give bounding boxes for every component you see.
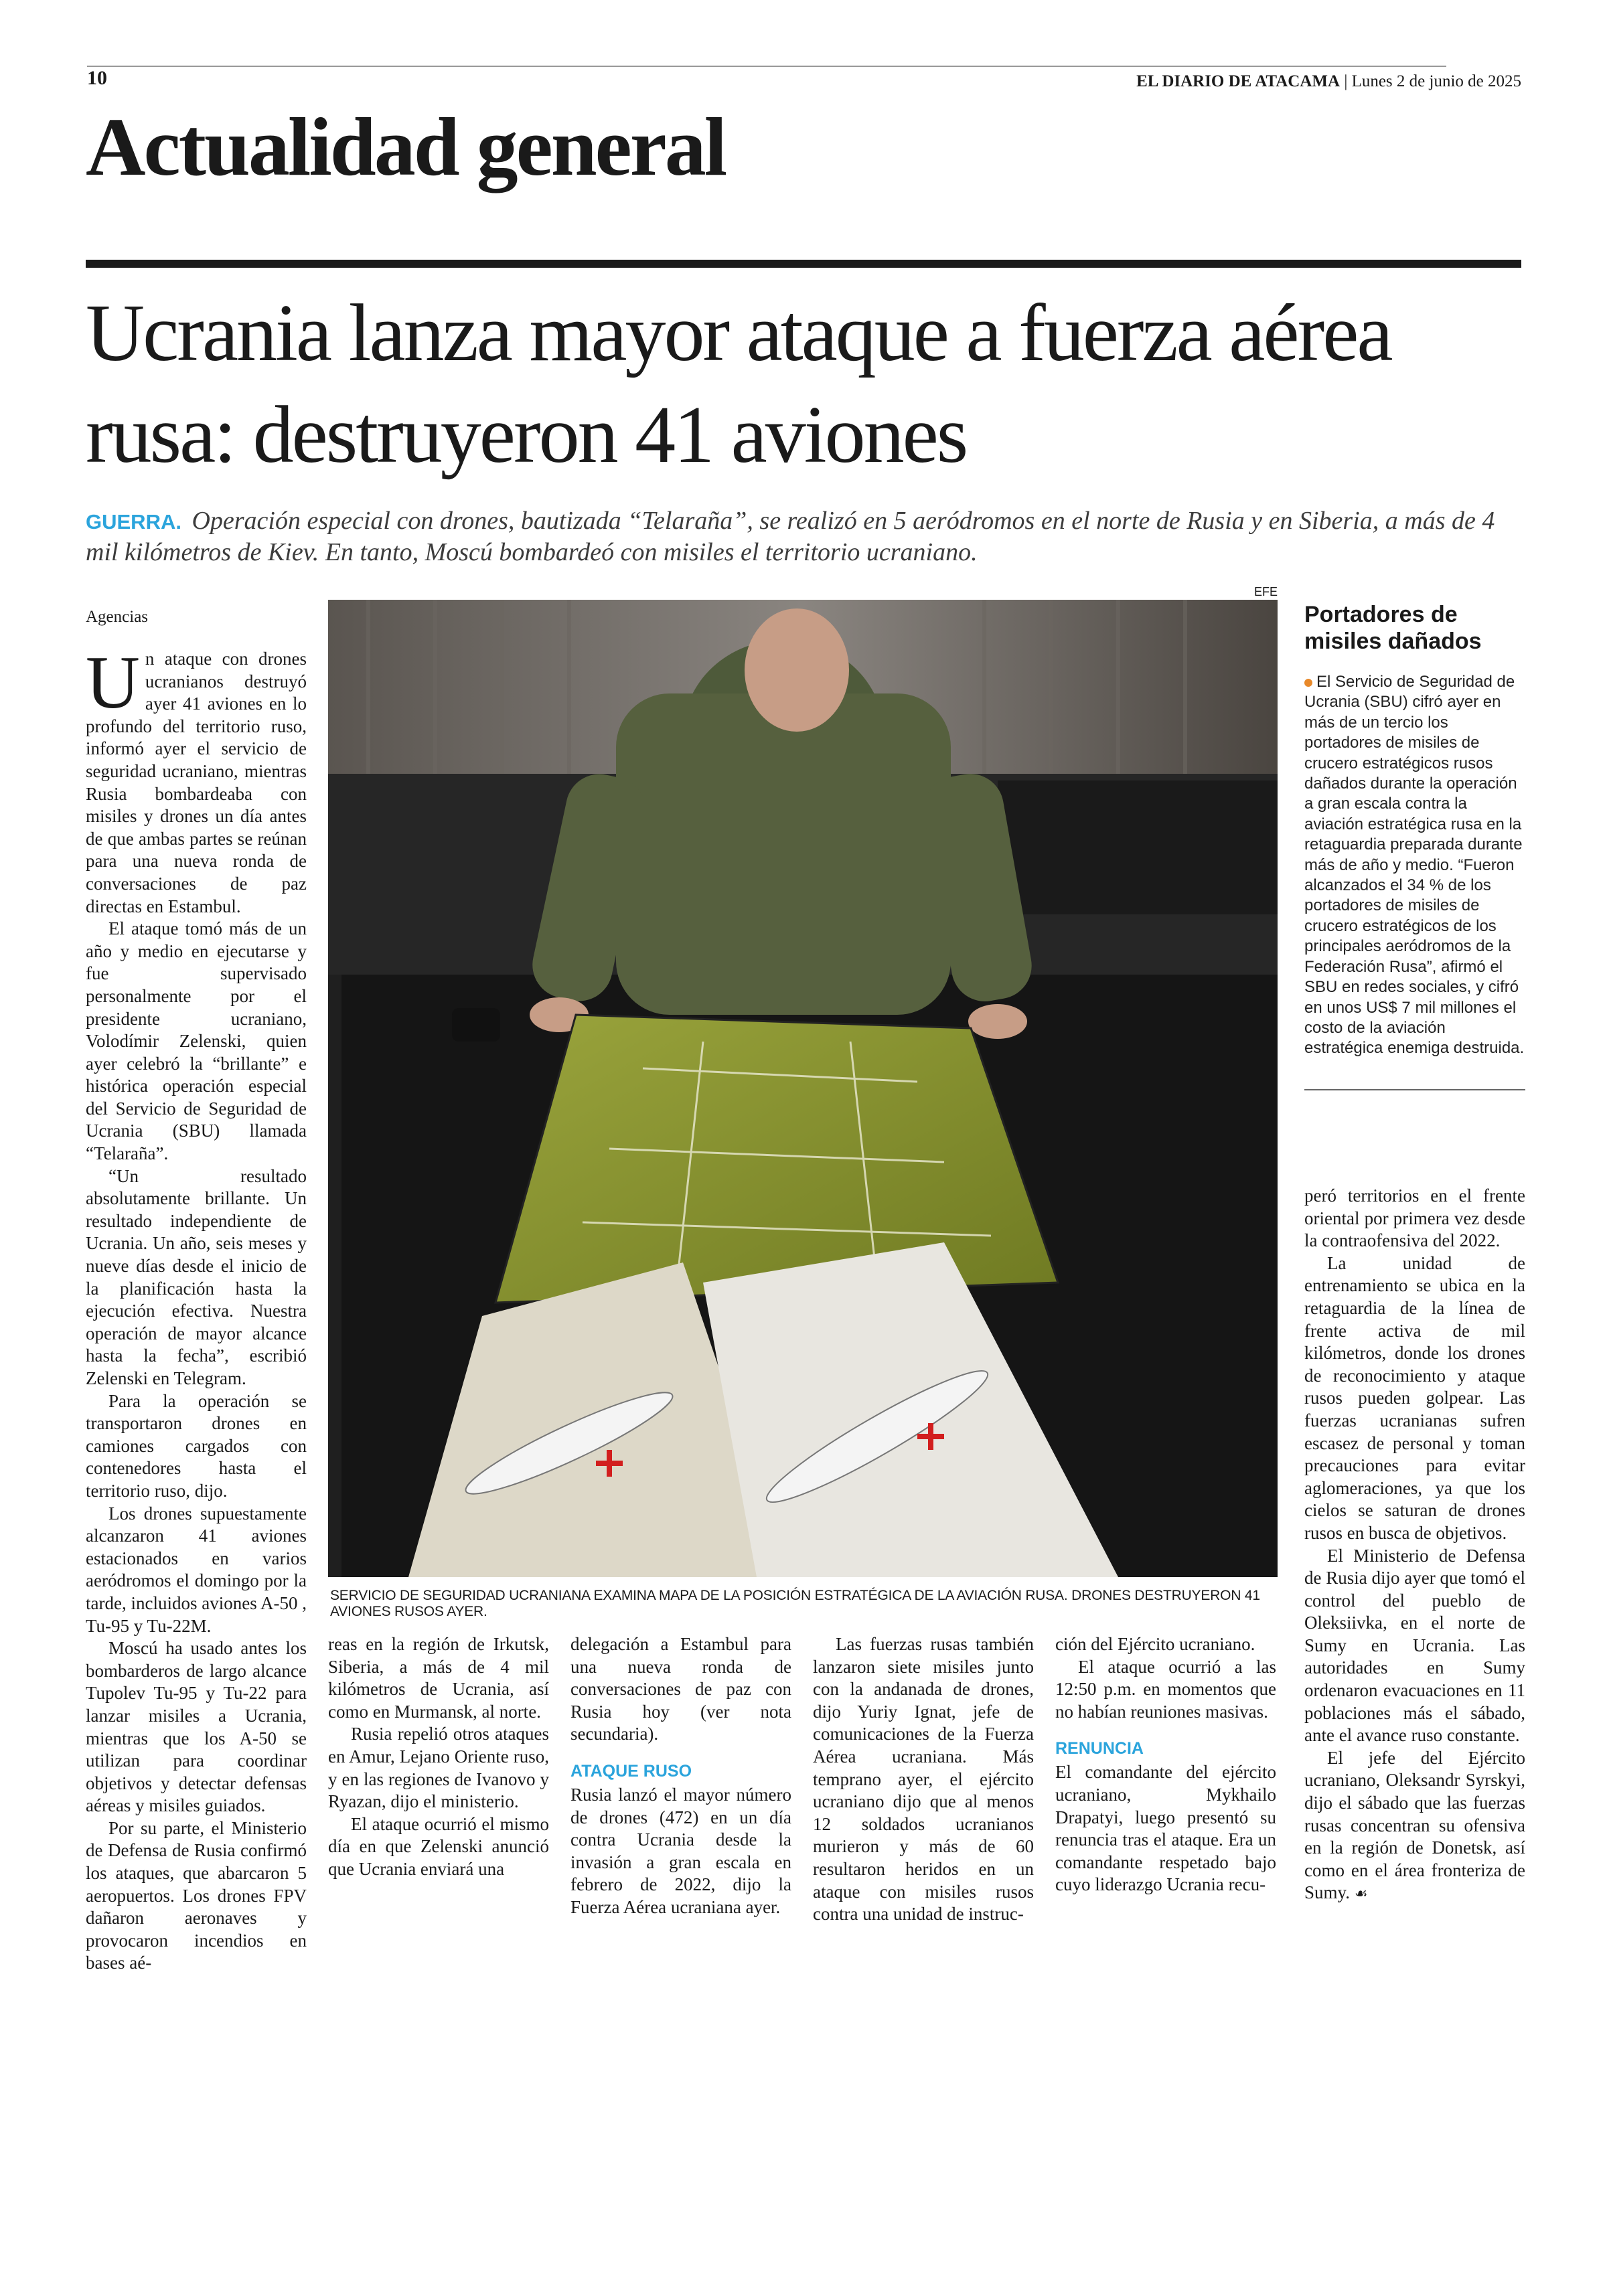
byline: Agencias bbox=[86, 608, 149, 626]
article-paragraph: Moscú ha usado antes los bombarderos de largo alcance Tupolev Tu-95 y Tu-22 para lanzar misiles a Ucrania, mientras que los A-50 se utilizan para coordinar objetivos y detectar defensas aéreas y misiles guiados. bbox=[86, 1638, 307, 1816]
photo-credit: EFE bbox=[1253, 585, 1278, 598]
article-photo bbox=[328, 600, 1278, 1577]
article-paragraph: El comandante del ejército ucraniano, Mykhailo Drapatyi, luego presentó su renuncia tras el ataque. Era un comandante respetado bajo cuyo liderazgo Ucrania recu- bbox=[1055, 1762, 1276, 1895]
article-paragraph: delegación a Estambul para una nueva ronda de conversaciones de paz con Rusia hoy (ver nota secundaria). bbox=[570, 1634, 791, 1744]
newspaper-name: EL DIARIO DE ATACAMA bbox=[1136, 72, 1341, 90]
subhead-ataque-ruso: ATAQUE RUSO bbox=[570, 1761, 692, 1781]
subhead-renuncia: RENUNCIA bbox=[1055, 1739, 1144, 1758]
article-paragraph: ción del Ejército ucraniano. bbox=[1055, 1634, 1255, 1654]
photo-caption: SERVICIO DE SEGURIDAD UCRANIANA EXAMINA MAPA DE LA POSICIÓN ESTRATÉGICA DE LA AVIACIÓN RUSA. DRONES DESTRUYERON 41 AVIONES RUSOS AYER. bbox=[330, 1588, 1260, 1619]
article-lead bbox=[86, 505, 1525, 568]
article-paragraph: Rusia repelió otros ataques en Amur, Lejano Oriente ruso, y en las regiones de Ivanovo y Ryazan, dijo el ministerio. bbox=[328, 1724, 549, 1812]
article-paragraph: El Ministerio de Defensa de Rusia dijo ayer que tomó el control del pueblo de Oleksiivka, en el norte de Sumy en Ucrania. Las autoridades en Sumy ordenaron evacuaciones en 11 poblaciones más el sábado, ante el avance ruso constante. bbox=[1304, 1545, 1525, 1746]
article-column-4 bbox=[813, 1633, 1034, 1926]
article-column-3 bbox=[570, 1633, 791, 1919]
bullet-icon bbox=[1304, 679, 1312, 687]
article-column-1 bbox=[86, 608, 307, 1975]
sidebar-body: El Servicio de Seguridad de Ucrania (SBU) cifró ayer en más de un tercio los portadores de misiles de crucero estratégicos rusos dañados durante la operación a gran escala contra la aviación estratégica rusa en la retaguardia preparada durante más de año y medio. “Fueron alcanzados el 34 % de los portadores de misiles de crucero estratégicos de los principales aeródromos de la Federación Rusa”, afirmó el SBU en redes sociales, y cifró en unos US$ 7 mil millones el costo de la aviación estratégica enemiga destruida. bbox=[1304, 673, 1525, 1058]
article-paragraph: reas en la región de Irkutsk, Siberia, a más de 4 mil kilómetros de Ucrania, así como en Murmansk, al norte. bbox=[328, 1634, 549, 1722]
article-paragraph: Por su parte, el Ministerio de Defensa de Rusia confirmó los ataques, que abarcaron 5 aeropuertos. Los drones FPV dañaron aeronaves y provocaron incendios en bases aé- bbox=[86, 1817, 307, 1973]
article-paragraph: El ataque tomó más de un año y medio en ejecutarse y fue supervisado personalmente por el presidente ucraniano, Volodímir Zelenski, quien ayer celebró la “brillante” e histórica operación especial del Servicio de Seguridad de Ucrania (SBU) llamada “Telaraña”. bbox=[86, 918, 307, 1164]
article-paragraph: El jefe del Ejército ucraniano, Oleksandr Syrskyi, dijo el sábado que las fuerzas rusas concentran su ofensiva en la región de Donetsk, así como en el área fronteriza de Sumy. ☙ bbox=[1304, 1747, 1525, 1903]
page-number: 10 bbox=[87, 67, 107, 89]
article-paragraph: Los drones supuestamente alcanzaron 41 aviones estacionados en varios aeródromos el domingo por la tarde, incluidos aviones A-50 , Tu-95 y Tu-22M. bbox=[86, 1503, 307, 1636]
issue-date: | Lunes 2 de junio de 2025 bbox=[1344, 72, 1521, 90]
article-paragraph: peró territorios en el frente oriental por primera vez desde la contraofensiva del 2022. bbox=[1304, 1185, 1525, 1251]
photo-illustration bbox=[328, 600, 1278, 1577]
section-rule bbox=[86, 260, 1521, 268]
header-rule bbox=[87, 66, 1446, 67]
lead-text: Operación especial con drones, bautizada “Telaraña”, se realizó en 5 aeródromos en el norte de Rusia y en Siberia, a más de 4 mil kilómetros de Kiev. En tanto, Moscú bombardeó con misiles el territorio ucraniano. bbox=[86, 507, 1495, 566]
sidebar-rule bbox=[1304, 1089, 1525, 1090]
article-paragraph: Las fuerzas rusas también lanzaron siete misiles junto con la andanada de drones, dijo Yuriy Ignat, jefe de comunicaciones de la Fuerza Aérea ucraniana. Más temprano ayer, el ejército ucraniano dijo que al menos 12 soldados ucranianos murieron y más de 60 resultaron heridos en un ataque con misiles rusos contra una unidad de instruc- bbox=[813, 1634, 1034, 1924]
article-paragraph: Un ataque con drones ucranianos destruyó ayer 41 aviones en lo profundo del territorio ruso, informó ayer el servicio de seguridad ucraniano, mientras Rusia bombardeaba con misiles y drones un día antes de que ambas partes se reúnan para una nueva ronda de conversaciones de paz directas en Estambul. bbox=[86, 641, 307, 916]
end-mark-icon: ☙ bbox=[1354, 1886, 1368, 1903]
article-paragraph: El ataque ocurrió el mismo día en que Zelenski anunció que Ucrania enviará una bbox=[328, 1813, 549, 1879]
sidebar-title: Portadores de misiles dañados bbox=[1304, 602, 1482, 654]
article-headline: Ucrania lanza mayor ataque a fuerza aérea rusa: destruyeron 41 aviones bbox=[86, 288, 1391, 480]
drop-cap: U bbox=[86, 641, 140, 724]
article-paragraph: Rusia lanzó el mayor número de drones (472) en un día contra Ucrania desde la invasión a gran escala en febrero de 2022, dijo la Fuerza Aérea ucraniana ayer. bbox=[570, 1784, 791, 1917]
article-paragraph: El ataque ocurrió a las 12:50 p.m. en momentos que no habían reuniones masivas. bbox=[1055, 1656, 1276, 1722]
section-title: Actualidad general bbox=[86, 101, 726, 193]
article-paragraph: Para la operación se transportaron drones en camiones cargados con contenedores hasta el territorio ruso, dijo. bbox=[86, 1390, 307, 1501]
article-paragraph: La unidad de entrenamiento se ubica en la retaguardia de la línea de frente activa de mil kilómetros, donde los drones de reconocimiento y ataque rusos pueden golpear. Las fuerzas ucranianas sufren escasez de personal y toman precauciones para evitar aglomeraciones, ya que los cielos se saturan de drones rusos en busca de objetivos. bbox=[1304, 1252, 1525, 1543]
lead-kicker: GUERRA. bbox=[86, 510, 181, 534]
article-column-6 bbox=[1304, 1185, 1525, 1906]
paper-dateline bbox=[1136, 72, 1521, 91]
article-column-5 bbox=[1055, 1633, 1276, 1896]
article-column-2 bbox=[328, 1633, 549, 1881]
article-paragraph: “Un resultado absolutamente brillante. Un resultado independiente de Ucrania. Un año, seis meses y nueve días desde el inicio de la planificación hasta la ejecución efectiva. Nuestra operación de mayor alcance hasta la fecha”, escribió Zelenski en Telegram. bbox=[86, 1165, 307, 1388]
